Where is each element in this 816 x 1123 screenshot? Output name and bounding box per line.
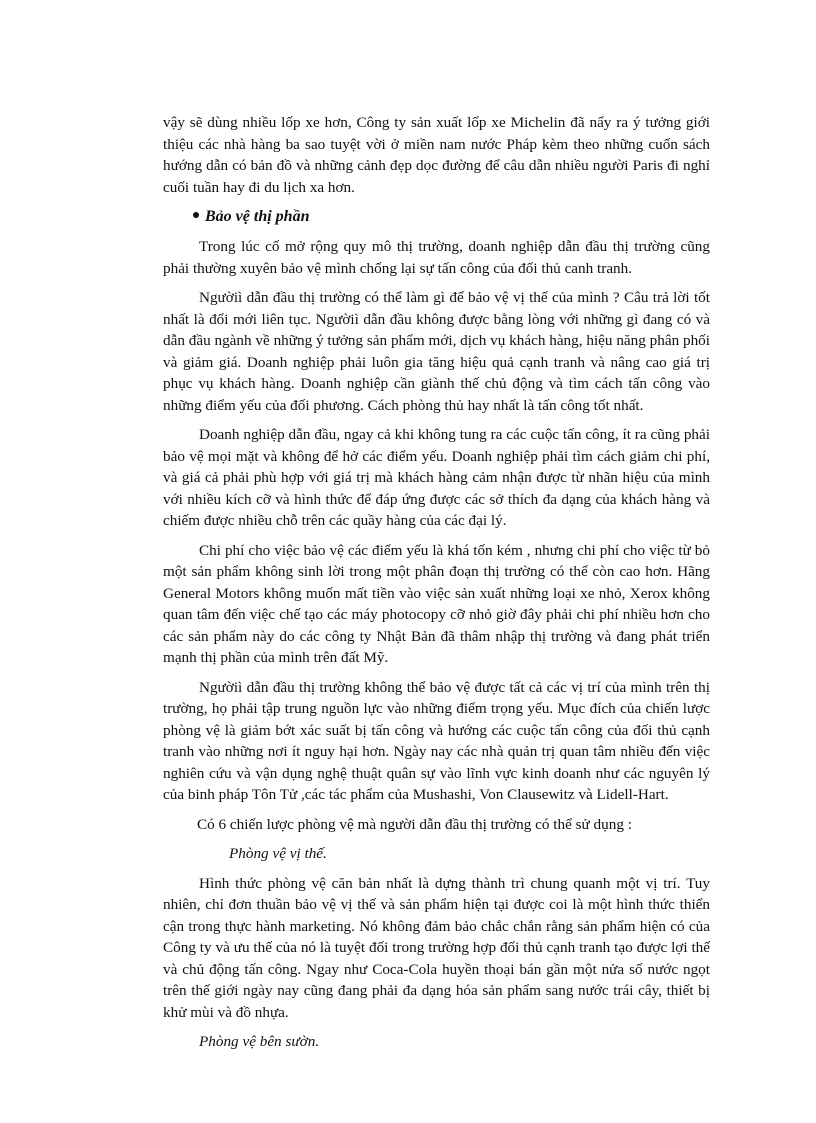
section-heading-bao-ve-thi-phan	[163, 206, 710, 228]
paragraph-six-strategies: Có 6 chiến lược phòng vệ mà người dẫn đầu thị trường có thể sử dụng :	[197, 815, 632, 833]
paragraph-cost-of-defense: Chi phí cho việc bảo vệ các điểm yếu là khá tốn kém , nhưng chi phí cho việc từ bỏ một sản phẩm không sinh lời trong một phân đoạn thị trường có thể còn cao hơn. Hãng General Motors không muốn mất tiền vào việc sản xuất những loại xe nhỏ, Xerox không quan tâm đến việc chế tạo các máy photocopy cỡ nhỏ giờ đây phải chi phí nhiều hơn cho các sản phẩm này do các công ty Nhật Bản đã thâm nhập thị trường và đang phát triển mạnh thị phần của mình trên đất Mỹ.	[163, 541, 710, 666]
paragraph-innovation: Ngườiì dẫn đầu thị trường có thể làm gì để bảo vệ vị thế của mình ? Câu trả lời tốt nhất là đổi mới liên tục. Ngườiì dẫn đầu không được bằng lòng với những gì đang có và dẫn đầu ngành về những ý tưởng sản phẩm mới, dịch vụ khách hàng, hiệu năng phân phối và giảm giá. Doanh nghiệp phải luôn gia tăng hiệu quả cạnh tranh và nâng cao giá trị phục vụ khách hàng. Doanh nghiệp cần giành thế chủ động và tìm cách tấn công vào những điểm yếu của đối phương. Cách phòng thủ hay nhất là tấn công tốt nhất.	[163, 289, 710, 414]
section-heading-text: Bảo vệ thị phần	[205, 208, 310, 225]
document-page	[163, 112, 710, 1061]
paragraph-michelin: vậy sẽ dùng nhiều lốp xe hơn, Công ty sản xuất lốp xe Michelin đã nẩy ra ý tưởng giới thiệu các nhà hàng ba sao tuyệt vời ở miền nam nước Pháp kèm theo những cuốn sách hướng dẫn có bản đồ và những cảnh đẹp dọc đường để câu dẫn nhiều người Paris đi nghỉ cuối tuần hay đi du lịch xa hơn.	[163, 114, 710, 196]
bullet-icon	[193, 212, 199, 218]
paragraph-intro-defense: Trong lúc cố mở rộng quy mô thị trường, doanh nghiệp dẫn đầu thị trường cũng phải thường xuyên bảo vệ mình chống lại sự tấn công của đối thủ canh tranh.	[163, 238, 710, 277]
paragraph-position-defense: Hình thức phòng vệ căn bản nhất là dựng thành trì chung quanh một vị trí. Tuy nhiên, chỉ đơn thuần bảo vệ vị thế và sản phẩm hiện tại được coi là một hình thức thiển cận trong thực hành marketing. Nó không đảm bảo chắc chắn rằng sản phẩm hiện có của Công ty và ưu thế của nó là tuyệt đối trong trường hợp đối thủ cạnh tranh tạo được lợi thế và chủ động tấn công. Ngay như Coca-Cola huyền thoại bán gần một nửa số nước ngọt trên thế giới ngày nay cũng đang phải đa dạng hóa sản phẩm sang nước trái cây, thiết bị khử mùi và đồ nhựa.	[163, 874, 710, 1021]
paragraph-defense-strategy: Ngườiì dẫn đầu thị trường không thể bảo vệ được tất cả các vị trí của mình trên thị trường, họ phải tập trung nguồn lực vào những điểm trọng yếu. Mục đích của chiến lược phòng vệ là giảm bớt xác suất bị tấn công và hướng các cuộc tấn công của đối thủ cạnh tranh vào những nơi ít nguy hại hơn. Ngày nay các nhà quản trị quan tâm nhiều đến việc nghiên cứu và vận dụng nghệ thuật quân sự vào lĩnh vực kinh doanh như các nguyên lý của binh pháp Tôn Tử ,các tác phẩm của Mushashi, Von Clausewitz và Lidell-Hart.	[163, 678, 710, 803]
subheading-phong-ve-vi-the: Phòng vệ vị thế.	[229, 845, 327, 862]
subheading-phong-ve-ben-suon: Phòng vệ bên sườn.	[199, 1033, 320, 1050]
paragraph-cover-weaknesses: Doanh nghiệp dẫn đầu, ngay cả khi không tung ra các cuộc tấn công, ít ra cũng phải bảo vệ mọi mặt và không để hở các điểm yếu. Doanh nghiệp phải tìm cách giảm chi phí, và giá cả phải phù hợp với giá trị mà khách hàng cảm nhận được từ nhãn hiệu của mình với nhiều kích cỡ và hình thức để đáp ứng được các sở thích đa dạng của khách hàng và chiếm được nhiều chỗ trên các quầy hàng của các đại lý.	[163, 426, 710, 529]
